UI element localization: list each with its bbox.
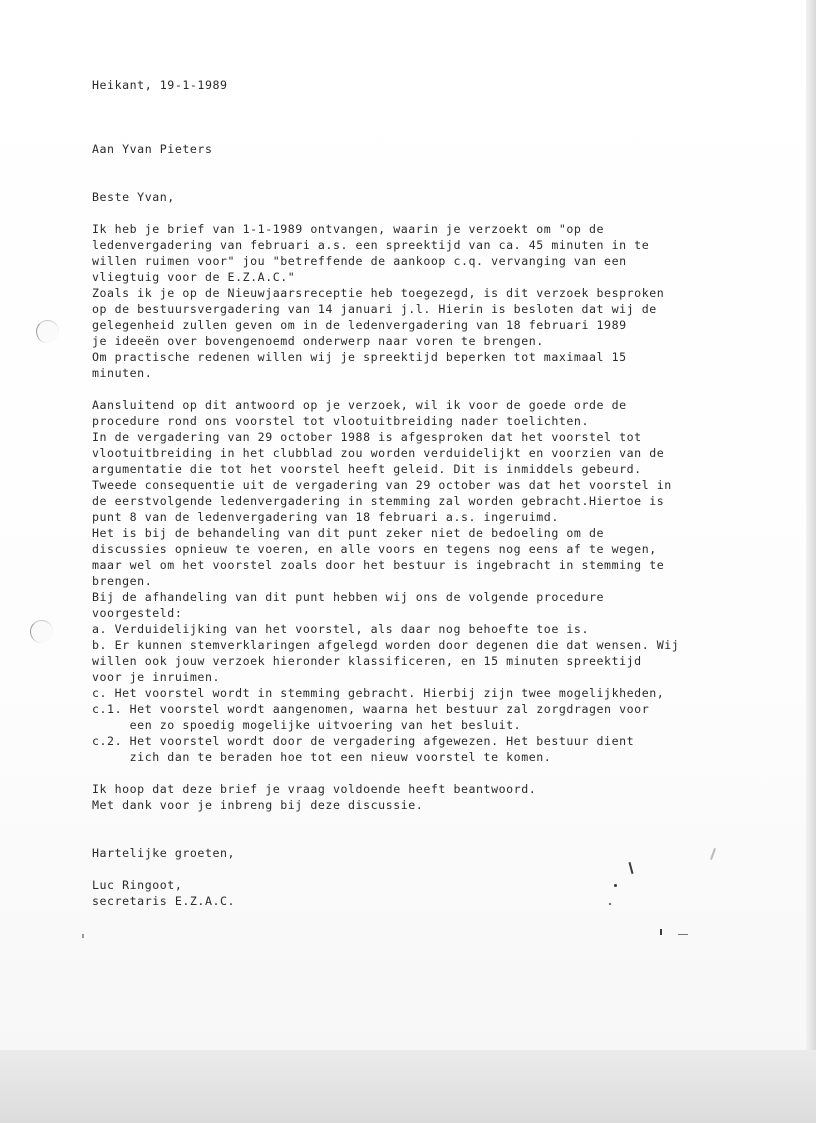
body-line: op de bestuursvergadering van 14 januari j.l. Hierin is besloten dat wij de	[92, 302, 657, 316]
ink-speck	[660, 929, 662, 935]
ink-speck	[628, 862, 633, 874]
ink-speck	[609, 903, 611, 905]
ink-speck	[614, 884, 617, 887]
ink-speck	[82, 934, 84, 938]
paper-edge	[806, 0, 816, 1050]
body-line: In de vergadering van 29 october 1988 is afgesproken dat het voorstel tot	[92, 430, 642, 444]
body-line: Om practische redenen willen wij je spreektijd beperken tot maximaal 15	[92, 350, 627, 364]
body-line: Tweede consequentie uit de vergadering van 29 october was dat het voorstel in	[92, 478, 672, 492]
body-line: brengen.	[92, 574, 153, 588]
body-line: willen ook jouw verzoek hieronder klassificeren, en 15 minuten spreektijd	[92, 654, 642, 668]
body-line: een zo spoedig mogelijke uitvoering van het besluit.	[92, 718, 522, 732]
body-line: a. Verduidelijking van het voorstel, als daar nog behoefte toe is.	[92, 622, 589, 636]
body-line: de eerstvolgende ledenvergadering in stemming zal worden gebracht.Hiertoe is	[92, 494, 665, 508]
body-line: Met dank voor je inbreng bij deze discussie.	[92, 798, 424, 812]
body-line: vliegtuig voor de E.Z.A.C."	[92, 270, 296, 284]
recipient-line: Aan Yvan Pieters	[92, 142, 213, 156]
scanner-bed-margin	[0, 1050, 816, 1123]
body-line: argumentatie die tot het voorstel heeft geleid. Dit is inmiddels gebeurd.	[92, 462, 642, 476]
body-line: Het is bij de behandeling van dit punt zeker niet de bedoeling om de	[92, 526, 605, 540]
body-line: vlootuitbreiding in het clubblad zou worden verduidelijkt en voorzien van de	[92, 446, 665, 460]
signature-title: secretaris E.Z.A.C.	[92, 894, 236, 908]
salutation: Beste Yvan,	[92, 190, 175, 204]
signature-name: Luc Ringoot,	[92, 878, 183, 892]
body-line: voor je inruimen.	[92, 670, 221, 684]
date-line: Heikant, 19-1-1989	[92, 78, 228, 92]
body-line: voorgesteld:	[92, 606, 183, 620]
body-line: punt 8 van de ledenvergadering van 18 februari a.s. ingeruimd.	[92, 510, 559, 524]
body-line: Aansluitend op dit antwoord op je verzoek, wil ik voor de goede orde de	[92, 398, 627, 412]
body-line: c.1. Het voorstel wordt aangenomen, waarna het bestuur zal zorgdragen voor	[92, 702, 650, 716]
body-line: gelegenheid zullen geven om in de ledenvergadering van 18 februari 1989	[92, 318, 627, 332]
closing: Hartelijke groeten,	[92, 846, 236, 860]
body-line: discussies opnieuw te voeren, en alle voors en tegens nog eens af te wegen,	[92, 542, 657, 556]
body-line: willen ruimen voor" jou "betreffende de aankoop c.q. vervanging van een	[92, 254, 627, 268]
body-line: ledenvergadering van februari a.s. een spreektijd van ca. 45 minuten in te	[92, 238, 650, 252]
body-line: c.2. Het voorstel wordt door de vergadering afgewezen. Het bestuur dient	[92, 734, 635, 748]
ink-speck	[710, 848, 716, 860]
body-line: Bij de afhandeling van dit punt hebben wij ons de volgende procedure	[92, 590, 605, 604]
body-line: je ideeën over bovengenoemd onderwerp naar voren te brengen.	[92, 334, 544, 348]
body-line: procedure rond ons voorstel tot vlootuitbreiding nader toelichten.	[92, 414, 589, 428]
body-line: Zoals ik je op de Nieuwjaarsreceptie heb toegezegd, is dit verzoek besproken	[92, 286, 665, 300]
body-line: c. Het voorstel wordt in stemming gebracht. Hierbij zijn twee mogelijkheden,	[92, 686, 665, 700]
body-line: zich dan te beraden hoe tot een nieuw voorstel te komen.	[92, 750, 552, 764]
body-line: minuten.	[92, 366, 153, 380]
body-line: maar wel om het voorstel zoals door het bestuur is ingebracht in stemming te	[92, 558, 665, 572]
body-line: Ik heb je brief van 1-1-1989 ontvangen, waarin je verzoekt om "op de	[92, 222, 605, 236]
body-line: b. Er kunnen stemverklaringen afgelegd worden door degenen die dat wensen. Wij	[92, 638, 680, 652]
punch-hole-top	[36, 320, 59, 343]
ink-speck	[678, 934, 688, 935]
punch-hole-bottom	[30, 620, 53, 643]
body-line: Ik hoop dat deze brief je vraag voldoende heeft beantwoord.	[92, 782, 537, 796]
